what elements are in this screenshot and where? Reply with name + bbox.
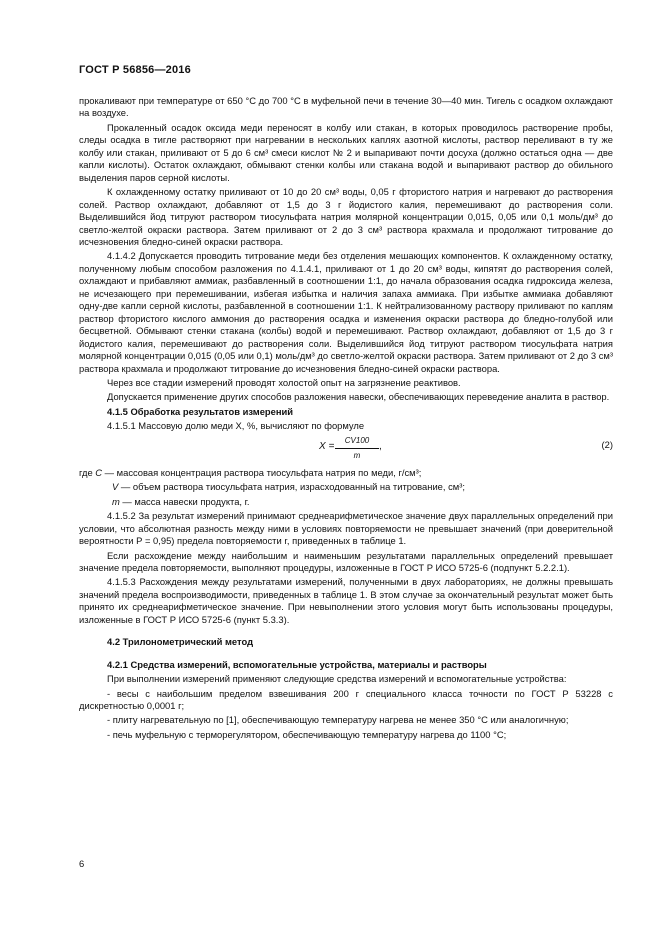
paragraph: Если расхождение между наибольшим и наименьшим результатами параллельных определений превышает значение предела повторяемости, выполняют процедуры, изложенные в ГОСТ Р ИСО 5725-6 (подпункт 5.2.2.1). xyxy=(79,549,613,573)
paragraph: 4.1.5.3 Расхождения между результатами измерений, полученными в двух лабораториях, не должны превышать значений предела воспроизводимости, приведенных в таблице 1. В этом случае за окончательный результат может быть принято их среднеарифметическое значение. При невыполнении этого условия могут быть использованы процедуры, изложенные в ГОСТ Р ИСО 5725-6 (пункт 5.3.3). xyxy=(79,576,613,625)
paragraph: Через все стадии измерений проводят холостой опыт на загрязнение реактивов. xyxy=(107,376,461,388)
legend-item: m — масса навески продукта, г. xyxy=(112,495,250,507)
formula-number: (2) xyxy=(601,438,613,450)
list-item: - весы с наибольшим пределом взвешивания 200 г специального класса точности по ГОСТ Р 53228 с дискретностью 0,0001 г; xyxy=(79,687,613,712)
paragraph: 4.1.5.2 За результат измерений принимают среднеарифметическое значение двух параллельных определений при условии, что абсолютная разность между ними в условиях повторяемости не превышает значений (при доверительной вероятности Р = 0,95) предела повторяемости r, приведенных в таблице 1. xyxy=(79,510,613,547)
paragraph: прокаливают при температуре от 650 °С до 700 °С в муфельной печи в течение 30—40 мин. Тигель с осадком охлаждают на воздухе. xyxy=(79,95,613,119)
subsection-heading: 4.2.1 Средства измерений, вспомогательные устройства, материалы и растворы xyxy=(107,658,487,670)
formula xyxy=(79,435,613,465)
section-heading: 4.2 Трилонометрический метод xyxy=(107,636,254,648)
document-body xyxy=(79,95,613,743)
formula-lhs: X = xyxy=(319,440,335,452)
list-item: - плиту нагревательную по [1], обеспечивающую температуру нагрева не менее 350 °С или аналогичную; xyxy=(107,714,569,726)
formula-fraction xyxy=(335,435,379,463)
formula-legend xyxy=(79,467,613,508)
page-number: 6 xyxy=(79,858,85,869)
paragraph: Прокаленный осадок оксида меди переносят в колбу или стакан, в которых проводилось растворение пробы, следы осадка в тигле растворяют при нагревании в нескольких каплях азотной кислоты, раствор переливают в ту же колбу или стакан, приливают от 5 до 6 см³ смеси кислот № 2 и выпаривают почти досуха (должно остаться одна — две капли кислоты). Остаток охлаждают, обмывают стенки колбы или стакана водой и выпаривают раствор до обильного выделения паров серной кислоты. xyxy=(79,121,613,183)
paragraph: Допускается применение других способов разложения навески, обеспечивающих переведение аналита в раствор. xyxy=(107,391,610,403)
legend-item: V — объем раствора тиосульфата натрия, израсходованный на титрование, см³; xyxy=(112,481,465,493)
list-item: - печь муфельную с терморегулятором, обеспечивающую температуру нагрева до 1100 °С; xyxy=(107,728,507,740)
document-header: ГОСТ Р 56856—2016 xyxy=(79,64,191,76)
paragraph: К охлажденному остатку приливают от 10 до 20 см³ воды, 0,05 г фтористого натрия и нагревают до растворения солей. Раствор охлаждают, добавляют от 1,5 до 3 г йодистого калия, перемешивают до растворения соли. Выделившийся йод титруют раствором тиосульфата натрия молярной концентрации 0,015, 0,05 или 0,1 моль/дм³ до светло-желтой окраски раствора. Затем приливают от 2 до 3 см³ раствора крахмала и продолжают титрование до исчезновения бледно-синей окраски раствора. xyxy=(79,186,613,247)
paragraph: 4.1.4.2 Допускается проводить титрование меди без отделения мешающих компонентов. К охлажденному остатку, полученному любым способом разложения по 4.1.4.1, приливают от 1 до 20 см³ воды, кипятят до растворения солей, охлаждают и прибавляют аммиак, разбавленный в соотношении 1:1, до начала образования осадка гидроксида железа, не исчезающего при перемешивании, избегая избытка и наличия запаха аммиака. При избытке аммиака добавляют одну-две капли серной кислоты, разбавленной в соотношении 1:1. К нейтрализованному раствору приливают по каплям раствор фтористого кислого аммония до растворения осадка и изменения окраски раствора до бледно-голубой или бесцветной. Обмывают стенки стакана (колбы) водой и перемешивают. Раствор охлаждают, добавляют от 1,5 до 3 г йодистого калия, перемешивают до растворения соли. Выделившийся йод титруют раствором тиосульфата натрия молярной концентрации 0,015 (0,05 или 0,1) моль/дм³ до светло-желтой окраски раствора. Затем приливают от 2 до 3 см³ раствора крахмала и продолжают титрование до исчезновения бледно-синей окраски раствора. xyxy=(79,250,613,374)
formula-numerator: CV100 xyxy=(335,435,379,449)
section-heading: 4.1.5 Обработка результатов измерений xyxy=(107,405,294,417)
legend-item: где С — массовая концентрация раствора тиосульфата натрия по меди, г/см³; xyxy=(79,466,422,478)
formula-tail: , xyxy=(379,440,382,452)
formula-denominator: m xyxy=(353,451,361,461)
paragraph: При выполнении измерений применяют следующие средства измерений и вспомогательные устройства: xyxy=(107,673,567,685)
paragraph: 4.1.5.1 Массовую долю меди X, %, вычисляют по формуле xyxy=(107,420,365,432)
